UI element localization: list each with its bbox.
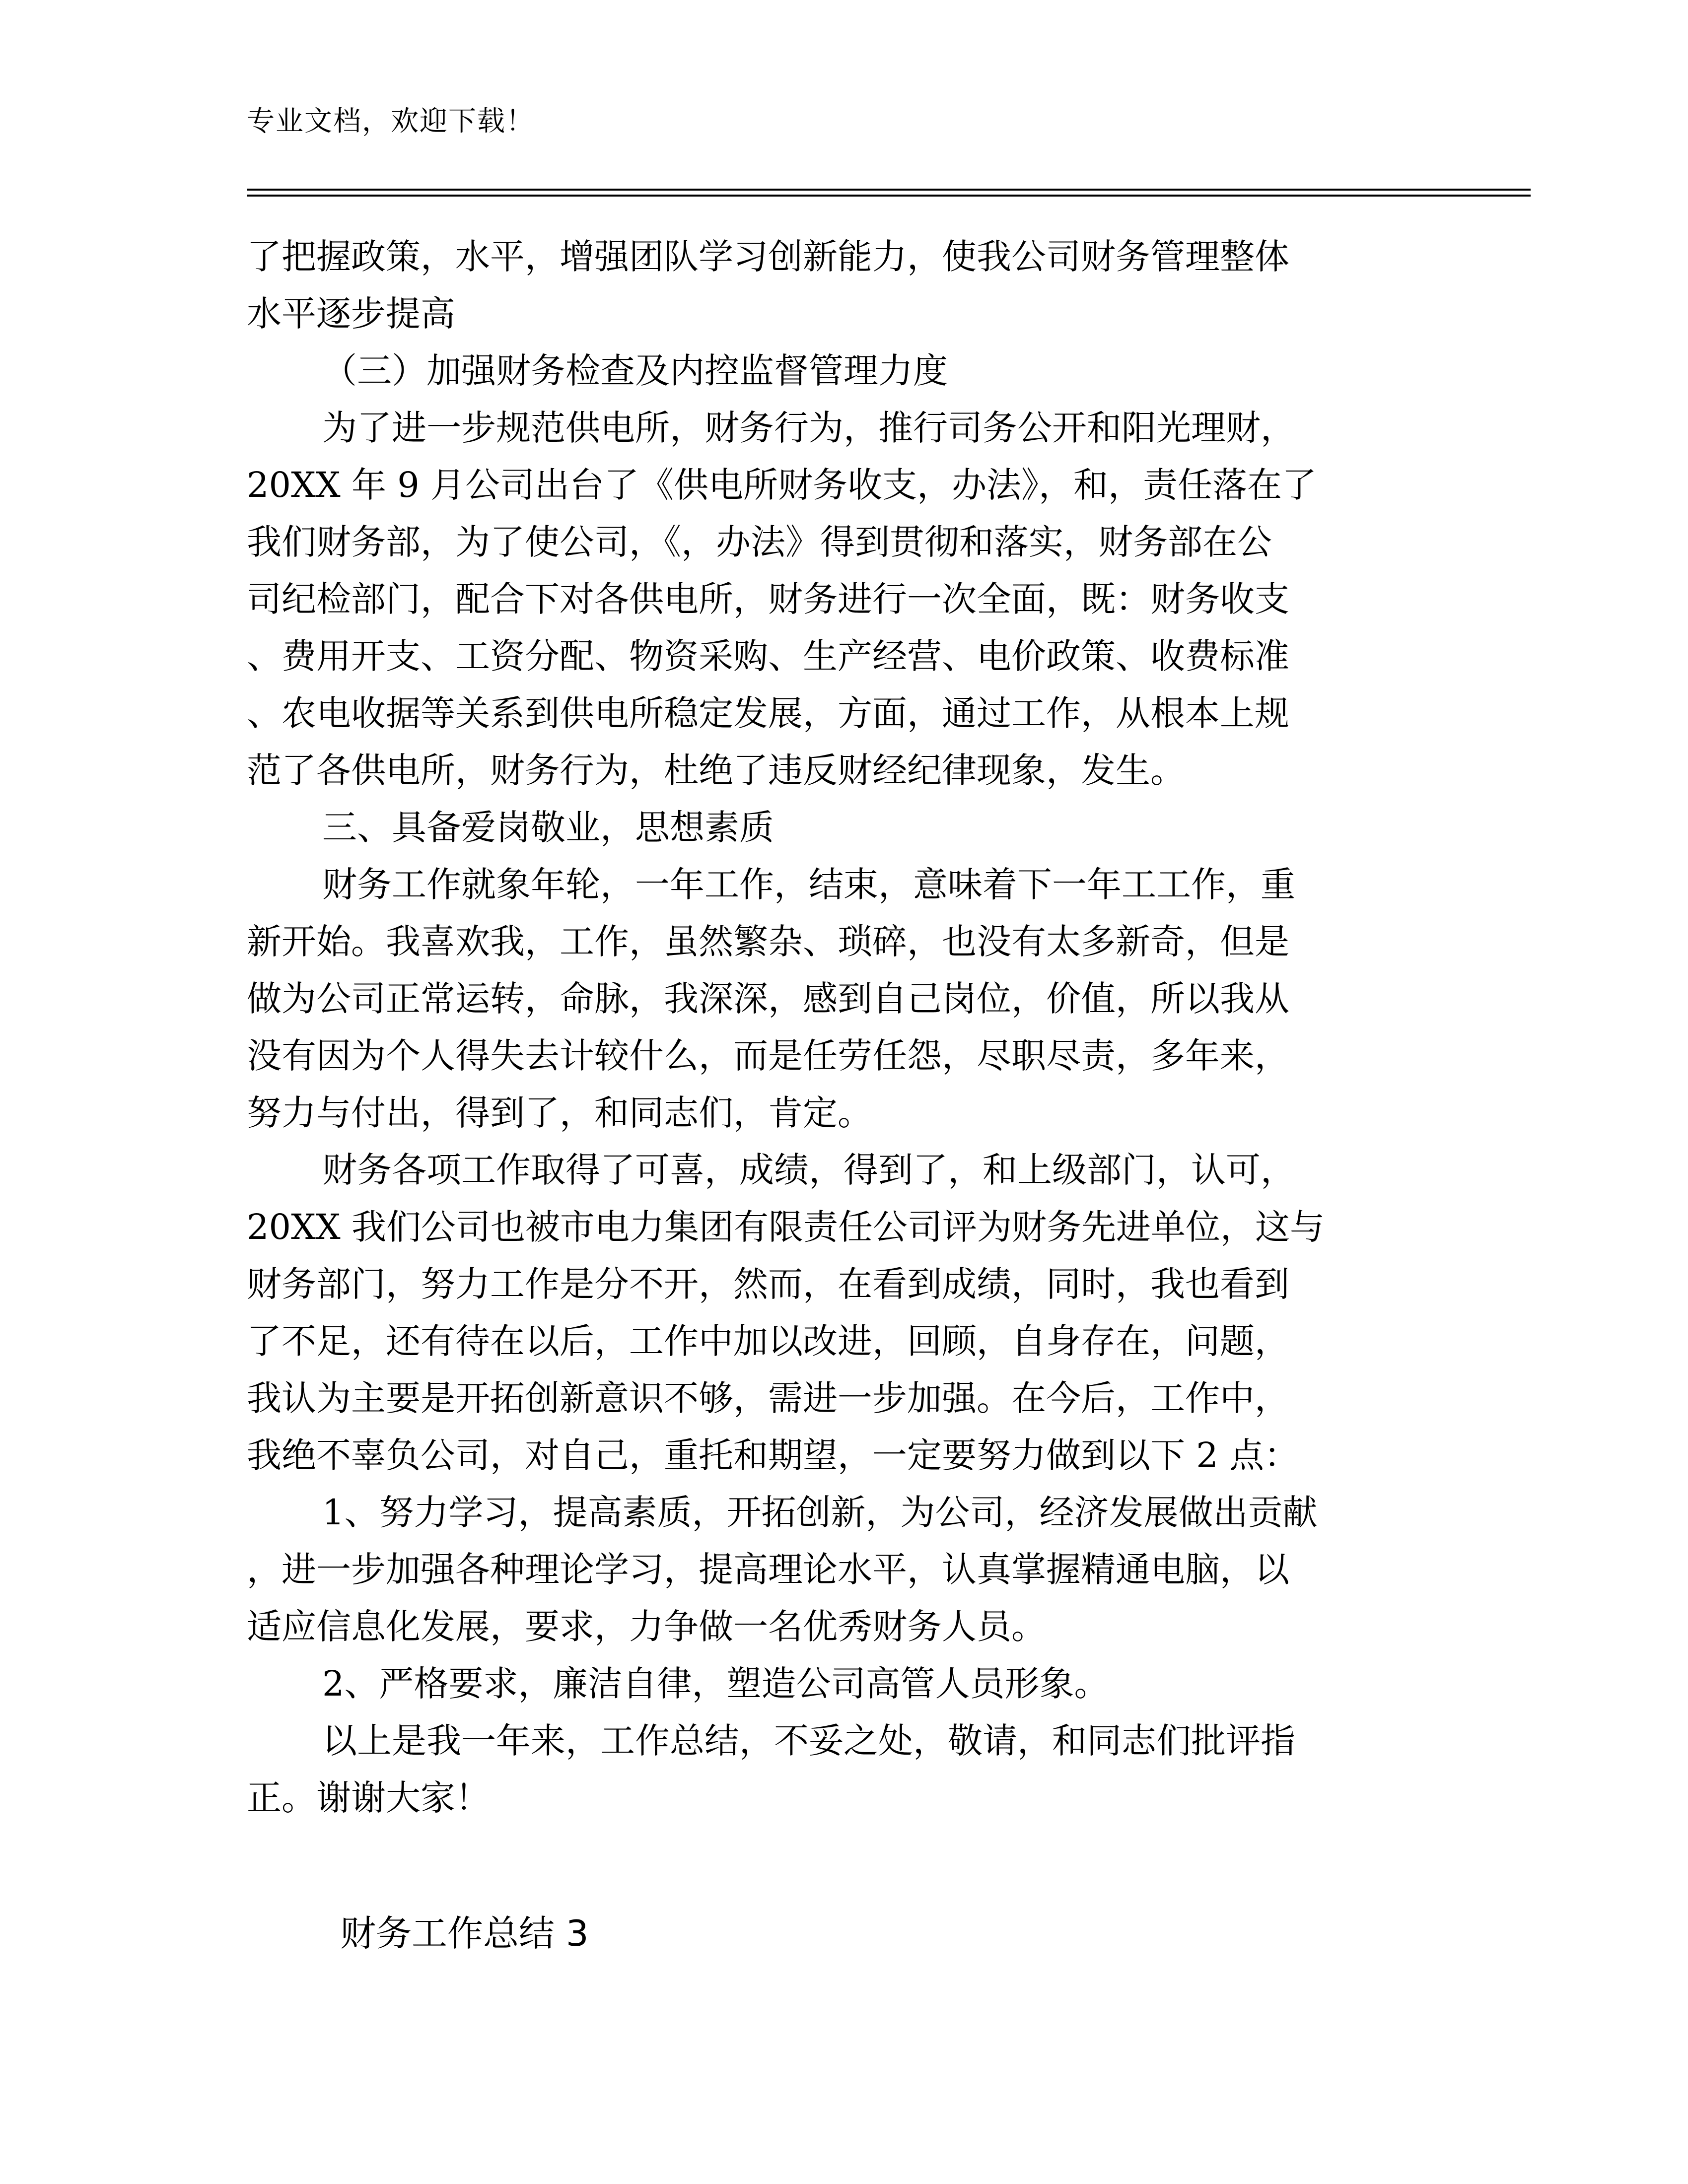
- body-line: 财务部门，努力工作是分不开，然而，在看到成绩，同时，我也看到: [247, 1264, 1289, 1304]
- body-line: 财务工作就象年轮，一年工作，结束，意味着下一年工工作，重: [322, 864, 1295, 905]
- body-line: 以上是我一年来，工作总结，不妥之处，敬请，和同志们批评指: [322, 1720, 1295, 1761]
- body-line: ，进一步加强各种理论学习，提高理论水平，认真掌握精通电脑，以: [247, 1549, 1289, 1590]
- body-line: 、农电收据等关系到供电所稳定发展，方面，通过工作，从根本上规: [247, 693, 1289, 734]
- body-line: 为了进一步规范供电所，财务行为，推行司务公开和阳光理财，: [322, 408, 1295, 448]
- body-line: 司纪检部门，配合下对各供电所，财务进行一次全面，既：财务收支: [247, 579, 1289, 619]
- page-header: 专业文档，欢迎下载！: [247, 105, 535, 137]
- header-divider-secondary: [247, 195, 1531, 197]
- body-line: 我认为主要是开拓创新意识不够，需进一步加强。在今后，工作中，: [247, 1378, 1289, 1419]
- list-item: 1、努力学习，提高素质，开拓创新，为公司，经济发展做出贡献: [322, 1492, 1318, 1533]
- body-line: 范了各供电所，财务行为，杜绝了违反财经纪律现象，发生。: [247, 750, 1185, 791]
- document-body: [247, 228, 1448, 1827]
- body-line: 适应信息化发展，要求，力争做一名优秀财务人员。: [247, 1606, 1046, 1647]
- body-line: 没有因为个人得失去计较什么，而是任劳任怨，尽职尽责，多年来，: [247, 1035, 1289, 1076]
- body-line: 做为公司正常运转，命脉，我深深，感到自己岗位，价值，所以我从: [247, 978, 1289, 1019]
- body-line: 、费用开支、工资分配、物资采购、生产经营、电价政策、收费标准: [247, 636, 1289, 677]
- body-line: 我绝不辜负公司，对自己，重托和期望，一定要努力做到以下 2 点：: [247, 1435, 1299, 1476]
- body-line: 财务各项工作取得了可喜，成绩，得到了，和上级部门，认可，: [322, 1150, 1295, 1190]
- body-line: 水平逐步提高: [247, 293, 455, 334]
- body-line: 新开始。我喜欢我，工作，虽然繁杂、琐碎，也没有太多新奇，但是: [247, 921, 1289, 962]
- body-line: 了把握政策，水平，增强团队学习创新能力，使我公司财务管理整体: [247, 236, 1289, 277]
- header-divider: [247, 189, 1531, 191]
- list-item: 2、严格要求，廉洁自律，塑造公司高管人员形象。: [322, 1663, 1109, 1704]
- section-title: 财务工作总结 3: [340, 1912, 589, 1954]
- body-line: 我们财务部，为了使公司，《，办法》得到贯彻和落实，财务部在公: [247, 522, 1272, 562]
- body-line: 20XX 年 9 月公司出台了《供电所财务收支，办法》，和，责任落在了: [247, 465, 1317, 505]
- body-line: 20XX 我们公司也被市电力集团有限责任公司评为财务先进单位，这与: [247, 1207, 1325, 1247]
- subheading: 三、具备爱岗敬业，思想素质: [322, 807, 774, 848]
- body-line: 努力与付出，得到了，和同志们，肯定。: [247, 1092, 872, 1133]
- body-line: 了不足，还有待在以后，工作中加以改进，回顾，自身存在，问题，: [247, 1321, 1289, 1362]
- subheading: （三）加强财务检查及内控监督管理力度: [322, 350, 948, 391]
- body-line: 正。谢谢大家！: [247, 1777, 490, 1818]
